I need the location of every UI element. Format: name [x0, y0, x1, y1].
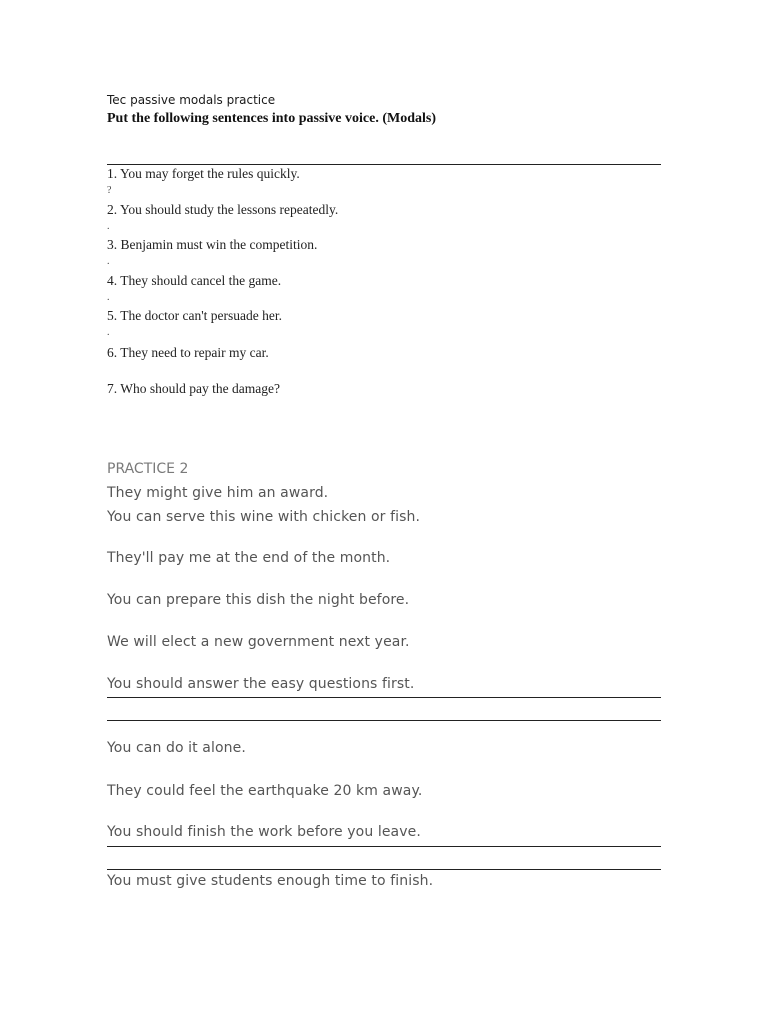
- exercise-item: 7. Who should pay the damage?: [107, 381, 280, 396]
- practice-sentence: You should answer the easy questions first.: [107, 676, 415, 692]
- practice-sentence: You should finish the work before you leave.: [107, 824, 421, 840]
- section-heading: PRACTICE 2: [107, 461, 189, 477]
- answer-line: [107, 846, 661, 847]
- divider-line: [107, 164, 661, 165]
- exercise-item: 4. They should cancel the game.: [107, 273, 282, 288]
- practice-sentence: We will elect a new government next year.: [107, 634, 410, 650]
- answer-mark: ?: [107, 185, 112, 196]
- exercise-item: 2. You should study the lessons repeatedly.: [107, 202, 339, 217]
- worksheet-title: Tec passive modals practice: [107, 93, 276, 107]
- practice-sentence: You must give students enough time to finish.: [107, 873, 434, 889]
- answer-line: [107, 697, 661, 698]
- instruction-text: Put the following sentences into passive voice. (Modals): [107, 111, 436, 126]
- exercise-item: 3. Benjamin must win the competition.: [107, 237, 318, 252]
- answer-mark: .: [107, 327, 110, 338]
- exercise-item: 5. The doctor can't persuade her.: [107, 308, 282, 323]
- exercise-item: 6. They need to repair my car.: [107, 345, 269, 360]
- practice-sentence: You can serve this wine with chicken or fish.: [107, 509, 421, 525]
- answer-line: [107, 869, 661, 870]
- exercise-item: 1. You may forget the rules quickly.: [107, 166, 300, 181]
- practice-sentence: They might give him an award.: [107, 485, 329, 501]
- practice-sentence: They'll pay me at the end of the month.: [107, 550, 391, 566]
- answer-mark: .: [107, 256, 110, 267]
- answer-line: [107, 720, 661, 721]
- practice-sentence: They could feel the earthquake 20 km away.: [107, 783, 423, 799]
- practice-sentence: You can do it alone.: [107, 740, 246, 756]
- answer-mark: .: [107, 221, 110, 232]
- answer-mark: .: [107, 292, 110, 303]
- practice-sentence: You can prepare this dish the night before.: [107, 592, 410, 608]
